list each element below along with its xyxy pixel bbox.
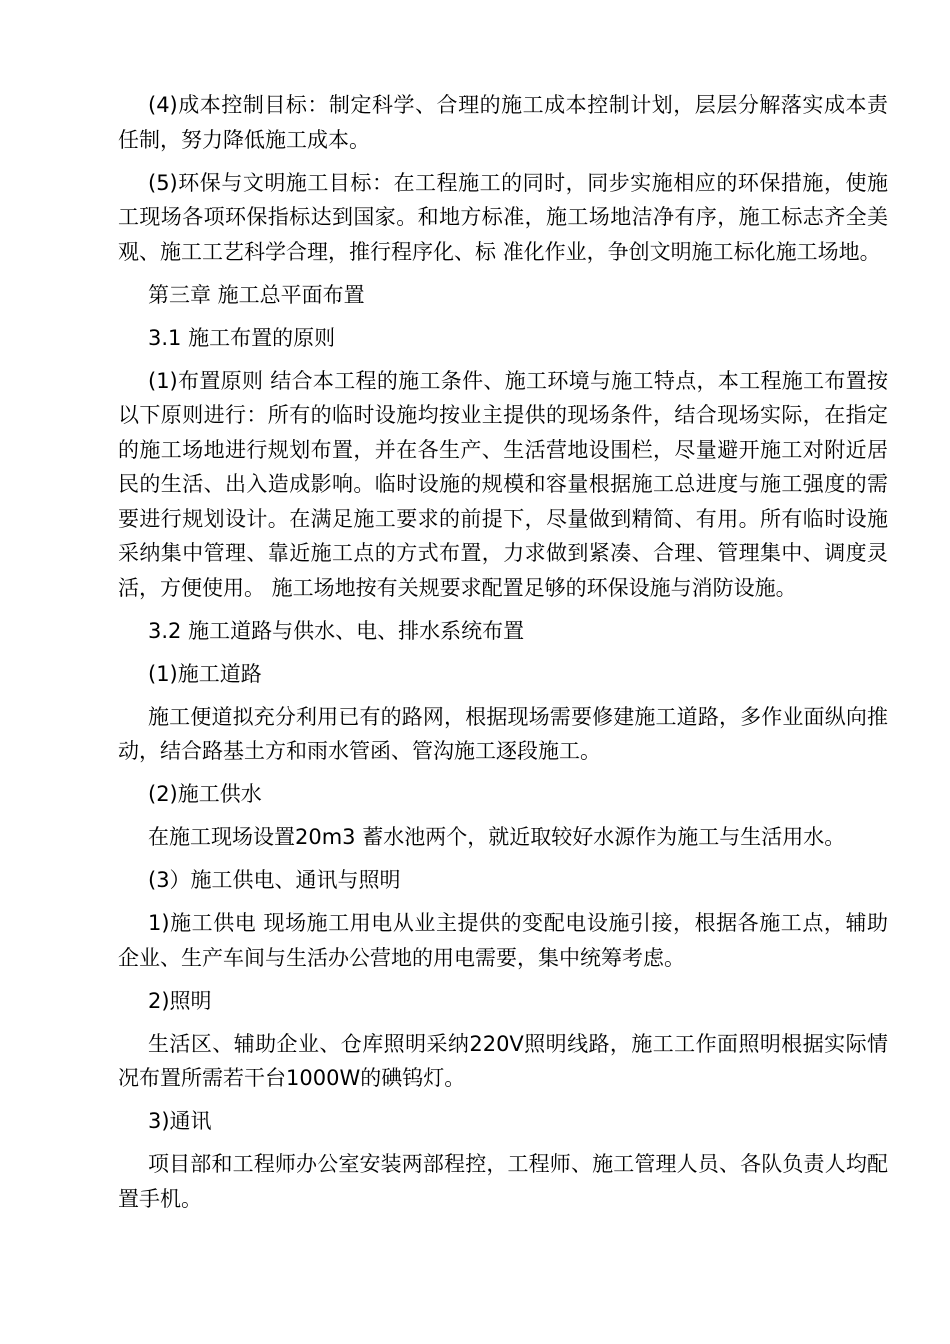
paragraph-lighting: 生活区、辅助企业、仓库照明采纳220V照明线路，施工工作面照明根据实际情况布置所需若干台1000W的碘钨灯。	[118, 1031, 888, 1090]
paragraph-spacer	[118, 312, 888, 321]
paragraph-spacer	[118, 769, 888, 778]
paragraph-spacer	[118, 1018, 888, 1027]
subheading-lighting: 2)照明	[148, 988, 212, 1013]
subheading-power-communication-lighting: (3）施工供电、通讯与照明	[148, 868, 401, 892]
subheading-water-supply: (2)施工供水	[148, 782, 262, 806]
paragraph-spacer	[118, 691, 888, 700]
subheading-construction-road: (1)施工道路	[148, 661, 262, 686]
paragraph-water-supply: 在施工现场设置20m3 蓄水池两个，就近取较好水源作为施工与生活用水。	[148, 825, 846, 849]
paragraph-spacer	[118, 355, 888, 364]
paragraph-spacer	[118, 855, 888, 864]
paragraph-spacer	[118, 898, 888, 907]
paragraph-communication: 项目部和工程师办公室安装两部程控，工程师、施工管理人员、各队负责人均配置手机。	[118, 1152, 888, 1211]
paragraph-construction-road: 施工便道拟充分利用已有的路网，根据现场需要修建施工道路，多作业面纵向推动，结合路基土方和雨水管函、管沟施工逐段施工。	[118, 704, 888, 763]
paragraph-spacer	[118, 975, 888, 984]
section-heading-3-1: 3.1 施工布置的原则	[148, 325, 336, 350]
chapter-heading: 第三章 施工总平面布置	[148, 282, 365, 307]
paragraph-spacer	[118, 605, 888, 614]
paragraph-power-supply: 1)施工供电 现场施工用电从业主提供的变配电设施引接，根据各施工点，辅助企业、生产车间与生活办公营地的用电需要，集中统筹考虑。	[118, 911, 888, 970]
paragraph-cost-control-goal: (4)成本控制目标：制定科学、合理的施工成本控制计划，层层分解落实成本责任制，努力降低施工成本。	[118, 93, 888, 152]
paragraph-spacer	[118, 269, 888, 278]
subheading-communication: 3)通讯	[148, 1109, 212, 1133]
document-body	[118, 88, 888, 1216]
paragraph-spacer	[118, 812, 888, 821]
paragraph-environmental-goal: (5)环保与文明施工目标：在工程施工的同时，同步实施相应的环保措施，使施工现场各项环保指标达到国家。和地方标准，施工场地洁净有序，施工标志齐全美观、施工工艺科学合理，推行程序化、标 准化作业，争创文明施工标化施工场地。	[118, 170, 888, 264]
section-heading-3-2: 3.2 施工道路与供水、电、排水系统布置	[148, 618, 525, 643]
paragraph-layout-principle: (1)布置原则 结合本工程的施工条件、施工环境与施工特点，本工程施工布置按以下原则进行：所有的临时设施均按业主提供的现场条件，结合现场实际，在指定的施工场地进行规划布置，并在各生产、生活营地设围栏，尽量避开施工对附近居民的生活、出入造成影响。临时设施的规模和容量根据施工总进度与施工强度的需要进行规划设计。在满足施工要求的前提下，尽量做到精简、有用。所有临时设施采纳集中管理、靠近施工点的方式布置，力求做到紧凑、合理、管理集中、调度灵活，方便使用。 施工场地按有关规要求配置足够的环保设施与消防设施。	[118, 368, 888, 600]
paragraph-spacer	[118, 1139, 888, 1148]
paragraph-spacer	[118, 1096, 888, 1105]
paragraph-spacer	[118, 157, 888, 166]
paragraph-spacer	[118, 648, 888, 657]
